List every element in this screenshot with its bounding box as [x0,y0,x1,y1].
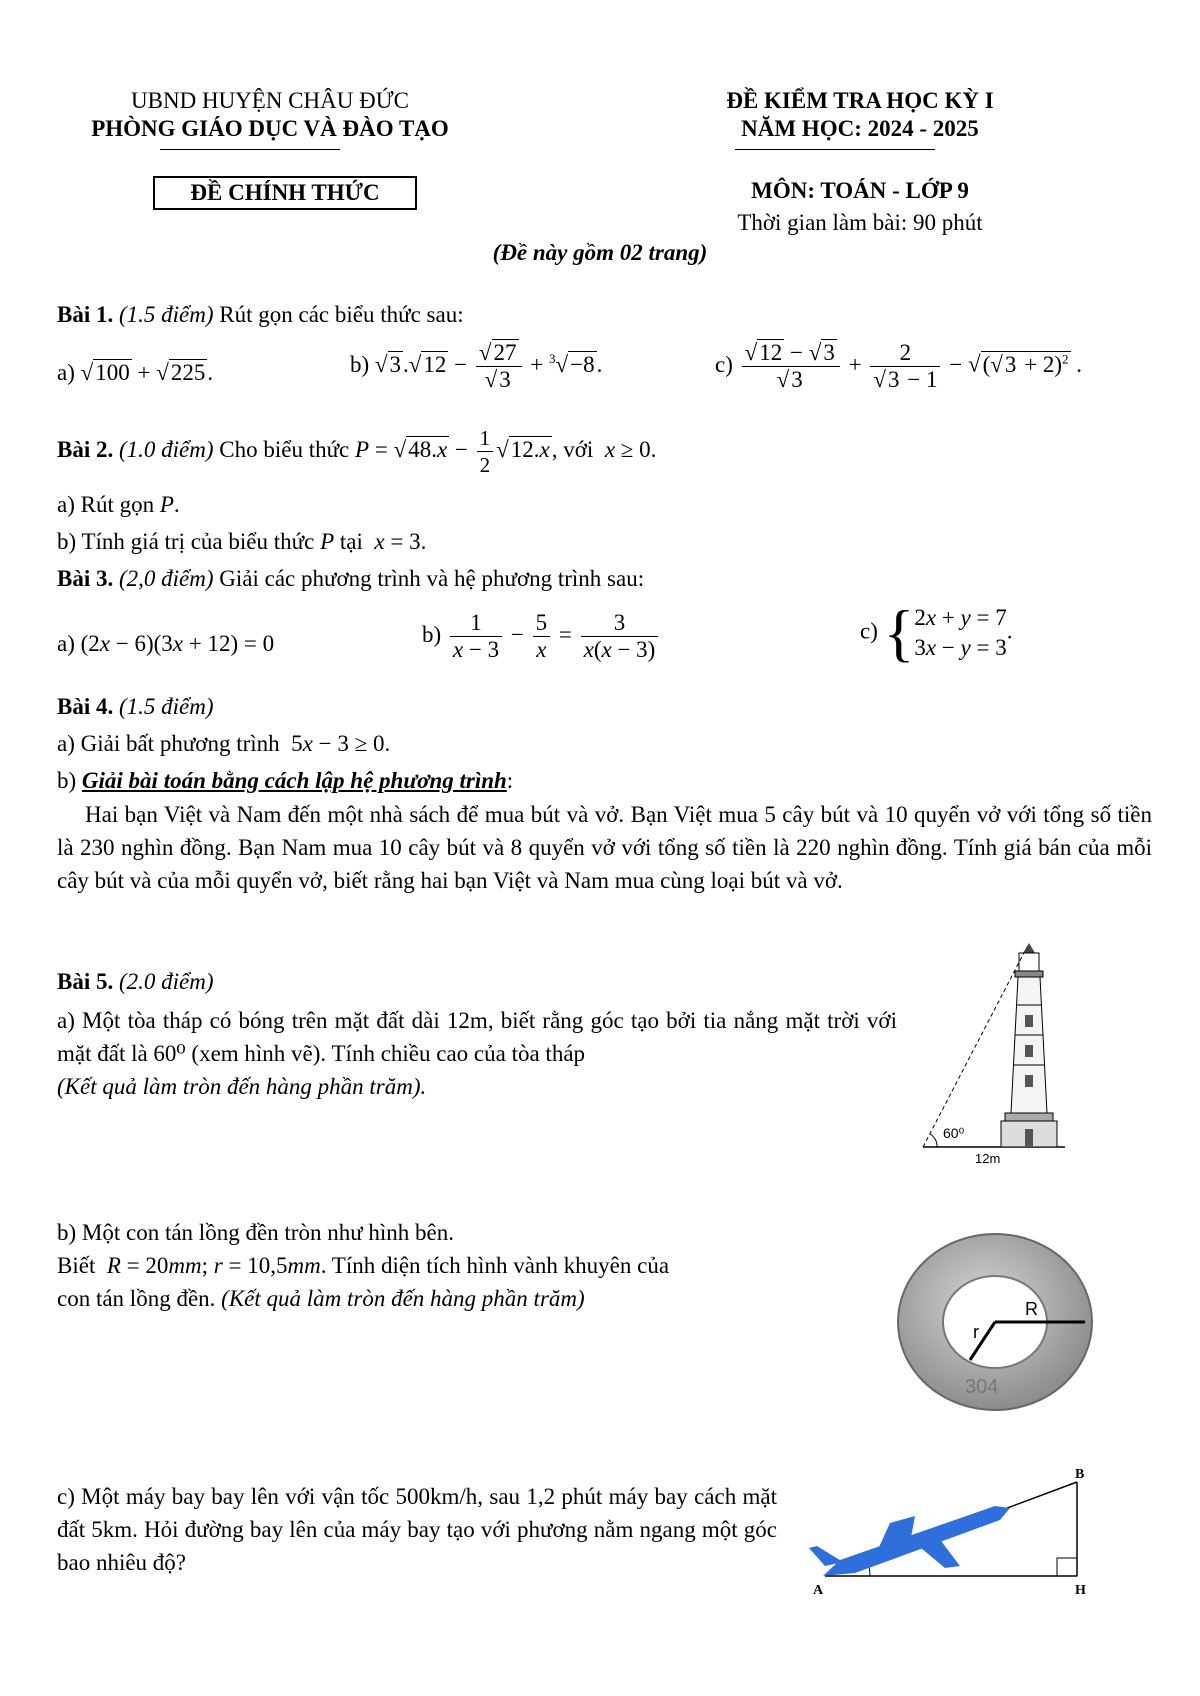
bai1-title: Bài 1. [57,302,114,327]
washer-stamp: 304 [965,1376,999,1398]
bai1-points: (1.5 điểm) [118,302,214,327]
bai3-item-c: c) { 2x + y = 7 3x − y = 3 . [860,597,1013,668]
bai5-a-text [57,1004,897,1103]
bai5-b-pre: Biết [57,1253,96,1278]
bai2-heading: Bài 2. (1.0 điểm) Cho biểu thức P = √48.x − $\frac{1}{2}$ √12.x, với x ≥ 0. [57,426,657,477]
header-right-line1: ĐỀ KIỂM TRA HỌC KỲ I [726,88,994,113]
tower-length-label: 12m [975,1151,1001,1165]
bai4-item-a: a) Giải bất phương trình 5x − 3 ≥ 0. [57,731,391,756]
bai4-title: Bài 4. [57,694,114,719]
bai2-cond: , với [551,436,594,462]
bai4-b-title: Giải bài toán bằng cách lập hệ phương trình [81,768,507,793]
bai5-b-line3 [57,1284,585,1314]
exam-time: Thời gian làm bài: 90 phút [737,210,983,235]
header-left-underline [160,149,340,150]
bai1-item-b: b) √3.√12 − $\frac{√27}{√3}$ + $^3$√−8. [350,340,603,392]
bai5-a-note: (Kết quả làm tròn đến hàng phần trăm). [57,1074,427,1099]
bai5-a-body: a) Một tòa tháp có bóng trên mặt đất dài 12m, biết rằng góc tạo bởi tia nắng mặt trời với mặt đất là 60⁰ (xem hình vẽ). Tính chiều cao của tòa tháp [57,1008,897,1066]
bai3-item-a: a) (2x − 6)(3x + 12) = 0 [57,631,275,656]
bai5-b-line2: Biết R = 20mm; r = 10,5mm. Tính diện tích hình vành khuyên của [57,1253,670,1278]
bai5-points: (2.0 điểm) [118,969,214,994]
bai1-item-c: c) $\frac{√12 - √3}{√3}$ + $\frac{2}{√3 - 1}$ − $√(√3 + 2)^2$ . [715,340,1082,392]
bai5-c-text: c) Một máy bay bay lên với vận tốc 500km/h, sau 1,2 phút máy bay cách mặt đất 5km. Hỏi đường bay lên của máy bay tạo với phương nằm ngang một góc bao nhiêu độ? [57,1484,777,1575]
bai4-a-text: a) Giải bất phương trình [57,731,280,756]
bai2-item-a: a) Rút gọn P. [57,492,180,517]
bai2-prompt: Cho biểu thức [219,436,350,462]
bai5-b-post: . Tính diện tích hình vành khuyên của [320,1253,670,1278]
bai2-a-text: a) Rút gọn [57,492,155,517]
bai5-title: Bài 5. [57,969,114,994]
official-label: ĐỀ CHÍNH THỨC [190,180,380,205]
header-right-line2: NĂM HỌC: 2024 - 2025 [741,116,979,141]
washer-r-label: r [973,1322,979,1342]
washer-figure [895,1230,1115,1415]
bai3-item-b: b) $\frac{1}{x - 3}$ − $\frac{5}{x}$ = $\frac{3}{x(x - 3)}$ [422,610,661,663]
bai3-title: Bài 3. [57,566,114,591]
bai2-title: Bài 2. [57,436,114,462]
bai3-heading [57,564,644,594]
bai3-prompt: Giải các phương trình và hệ phương trình sau: [219,566,645,591]
bai5-heading [57,967,214,997]
bai2-points: (1.0 điểm) [118,436,214,462]
plane-figure [795,1468,1095,1596]
bai3-points: (2,0 điểm) [118,566,214,591]
plane-label-B: B [1075,1468,1085,1482]
bai5-b-line1: b) Một con tán lồng đền tròn như hình bên. [57,1220,455,1245]
washer-R-label: R [1025,1299,1038,1319]
bai4-paragraph: Hai bạn Việt và Nam đến một nhà sách để mua bút và vở. Bạn Việt mua 5 cây bút và 10 quyển vở với tổng số tiền là 230 nghìn đồng. Bạn Nam mua 10 cây bút và 8 quyển vở với tổng số tiền là 220 nghìn đồng. Tính giá bán của mỗi cây bút và của mỗi quyển vở, biết rằng hai bạn Việt và Nam mua cùng loại bút và vở. [57,802,1152,893]
bai1-prompt: Rút gọn các biểu thức sau: [219,302,464,327]
header-left-line2: PHÒNG GIÁO DỤC VÀ ĐÀO TẠO [91,116,449,141]
bai4-item-b: b) Giải bài toán bằng cách lập hệ phương trình: [57,768,514,793]
bai2-b-mid: tại [339,529,363,554]
bai1-item-a: a) √100 + √225. [57,360,214,385]
bai2-b-text: b) Tính giá trị của biểu thức [57,529,315,554]
header-left-line1: UBND HUYỆN CHÂU ĐỨC [131,88,409,113]
pages-note: (Đề này gồm 02 trang) [492,240,708,265]
bai5-b-line3-text: con tán lồng đền. [57,1286,216,1311]
bai4-b-label: b) [57,768,77,793]
plane-label-H: H [1075,1583,1086,1596]
tower-figure [915,935,1075,1165]
subject: MÔN: TOÁN - LỚP 9 [751,178,969,203]
tower-angle-label: 60⁰ [943,1125,965,1141]
header-right-underline [735,149,935,150]
bai4-points: (1.5 điểm) [118,694,214,719]
bai1-b-frac: $\frac{√27}{√3}$ [476,340,522,393]
plane-label-A: A [813,1583,824,1596]
bai1-heading [57,300,464,330]
bai2-item-b: b) Tính giá trị của biểu thức P tại x = 3. [57,529,427,554]
bai5-b-note: (Kết quả làm tròn đến hàng phần trăm) [221,1286,585,1311]
bai4-heading [57,692,214,722]
